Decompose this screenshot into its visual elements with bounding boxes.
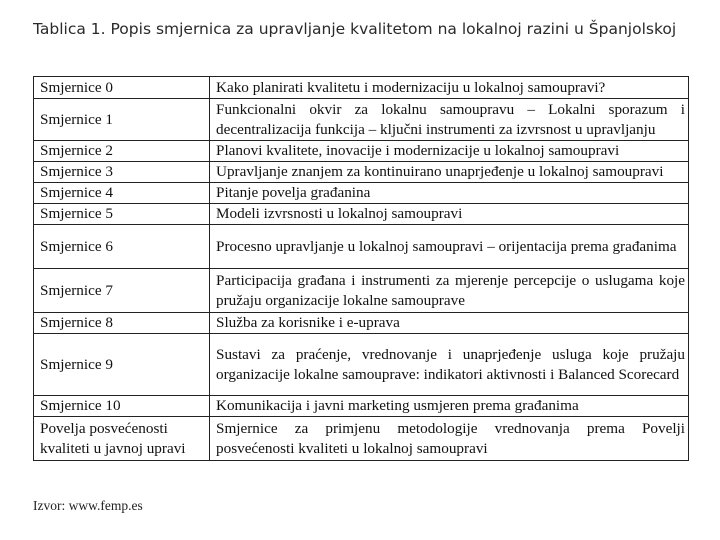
guideline-code: Smjernice 1: [34, 99, 210, 141]
guideline-description: Participacija građana i instrumenti za mjerenje percepcije o uslugama koje pružaju organizacije lokalne samouprave: [210, 269, 689, 313]
guideline-code: Smjernice 6: [34, 225, 210, 269]
source-note: Izvor: www.femp.es: [33, 498, 143, 513]
guideline-code: Smjernice 3: [34, 162, 210, 183]
table-row: [34, 141, 689, 162]
table-row: [34, 396, 689, 417]
guideline-description: Sustavi za praćenje, vrednovanje i unaprjeđenje usluga koje pružaju organizacije lokalne samouprave: indikatori aktivnosti i Balanced Scorecard: [210, 334, 689, 396]
guideline-description: Pitanje povelja građanina: [210, 183, 689, 204]
guideline-description: Procesno upravljanje u lokalnoj samoupravi – orijentacija prema građanima: [210, 225, 689, 269]
guideline-code: Smjernice 5: [34, 204, 210, 225]
guideline-code: Smjernice 9: [34, 334, 210, 396]
guideline-code: Smjernice 0: [34, 77, 210, 99]
guideline-description: Komunikacija i javni marketing usmjeren prema građanima: [210, 396, 689, 417]
guideline-code: Smjernice 7: [34, 269, 210, 313]
table-row: [34, 225, 689, 269]
table-row: [34, 77, 689, 99]
guideline-description: Funkcionalni okvir za lokalnu samoupravu – Lokalni sporazum i decentralizacija funkcija – ključni instrumenti za izvrsnost u upravljanju: [210, 99, 689, 141]
table-row: [34, 204, 689, 225]
guideline-description: Upravljanje znanjem za kontinuirano unaprjeđenje u lokalnoj samoupravi: [210, 162, 689, 183]
guidelines-table: [33, 76, 689, 461]
guideline-code: Smjernice 2: [34, 141, 210, 162]
table-row: [34, 99, 689, 141]
guideline-code: Smjernice 4: [34, 183, 210, 204]
guideline-code: Smjernice 8: [34, 313, 210, 334]
guideline-description: Kako planirati kvalitetu i modernizaciju u lokalnoj samoupravi?: [210, 77, 689, 99]
guideline-description: Služba za korisnike i e-uprava: [210, 313, 689, 334]
table-row: [34, 162, 689, 183]
table-row: [34, 313, 689, 334]
guideline-code: Smjernice 10: [34, 396, 210, 417]
guideline-code: Povelja posvećenosti kvaliteti u javnoj upravi: [34, 417, 210, 461]
table-row: [34, 417, 689, 461]
guideline-description: Smjernice za primjenu metodologije vrednovanja prema Povelji posvećenosti kvaliteti u lokalnoj samoupravi: [210, 417, 689, 461]
guideline-description: Planovi kvalitete, inovacije i modernizacije u lokalnoj samoupravi: [210, 141, 689, 162]
guideline-description: Modeli izvrsnosti u lokalnoj samoupravi: [210, 204, 689, 225]
table-row: [34, 269, 689, 313]
table-row: [34, 334, 689, 396]
table-caption: Tablica 1. Popis smjernica za upravljanje kvalitetom na lokalnoj razini u Španjolskoj: [33, 20, 677, 38]
table-row: [34, 183, 689, 204]
